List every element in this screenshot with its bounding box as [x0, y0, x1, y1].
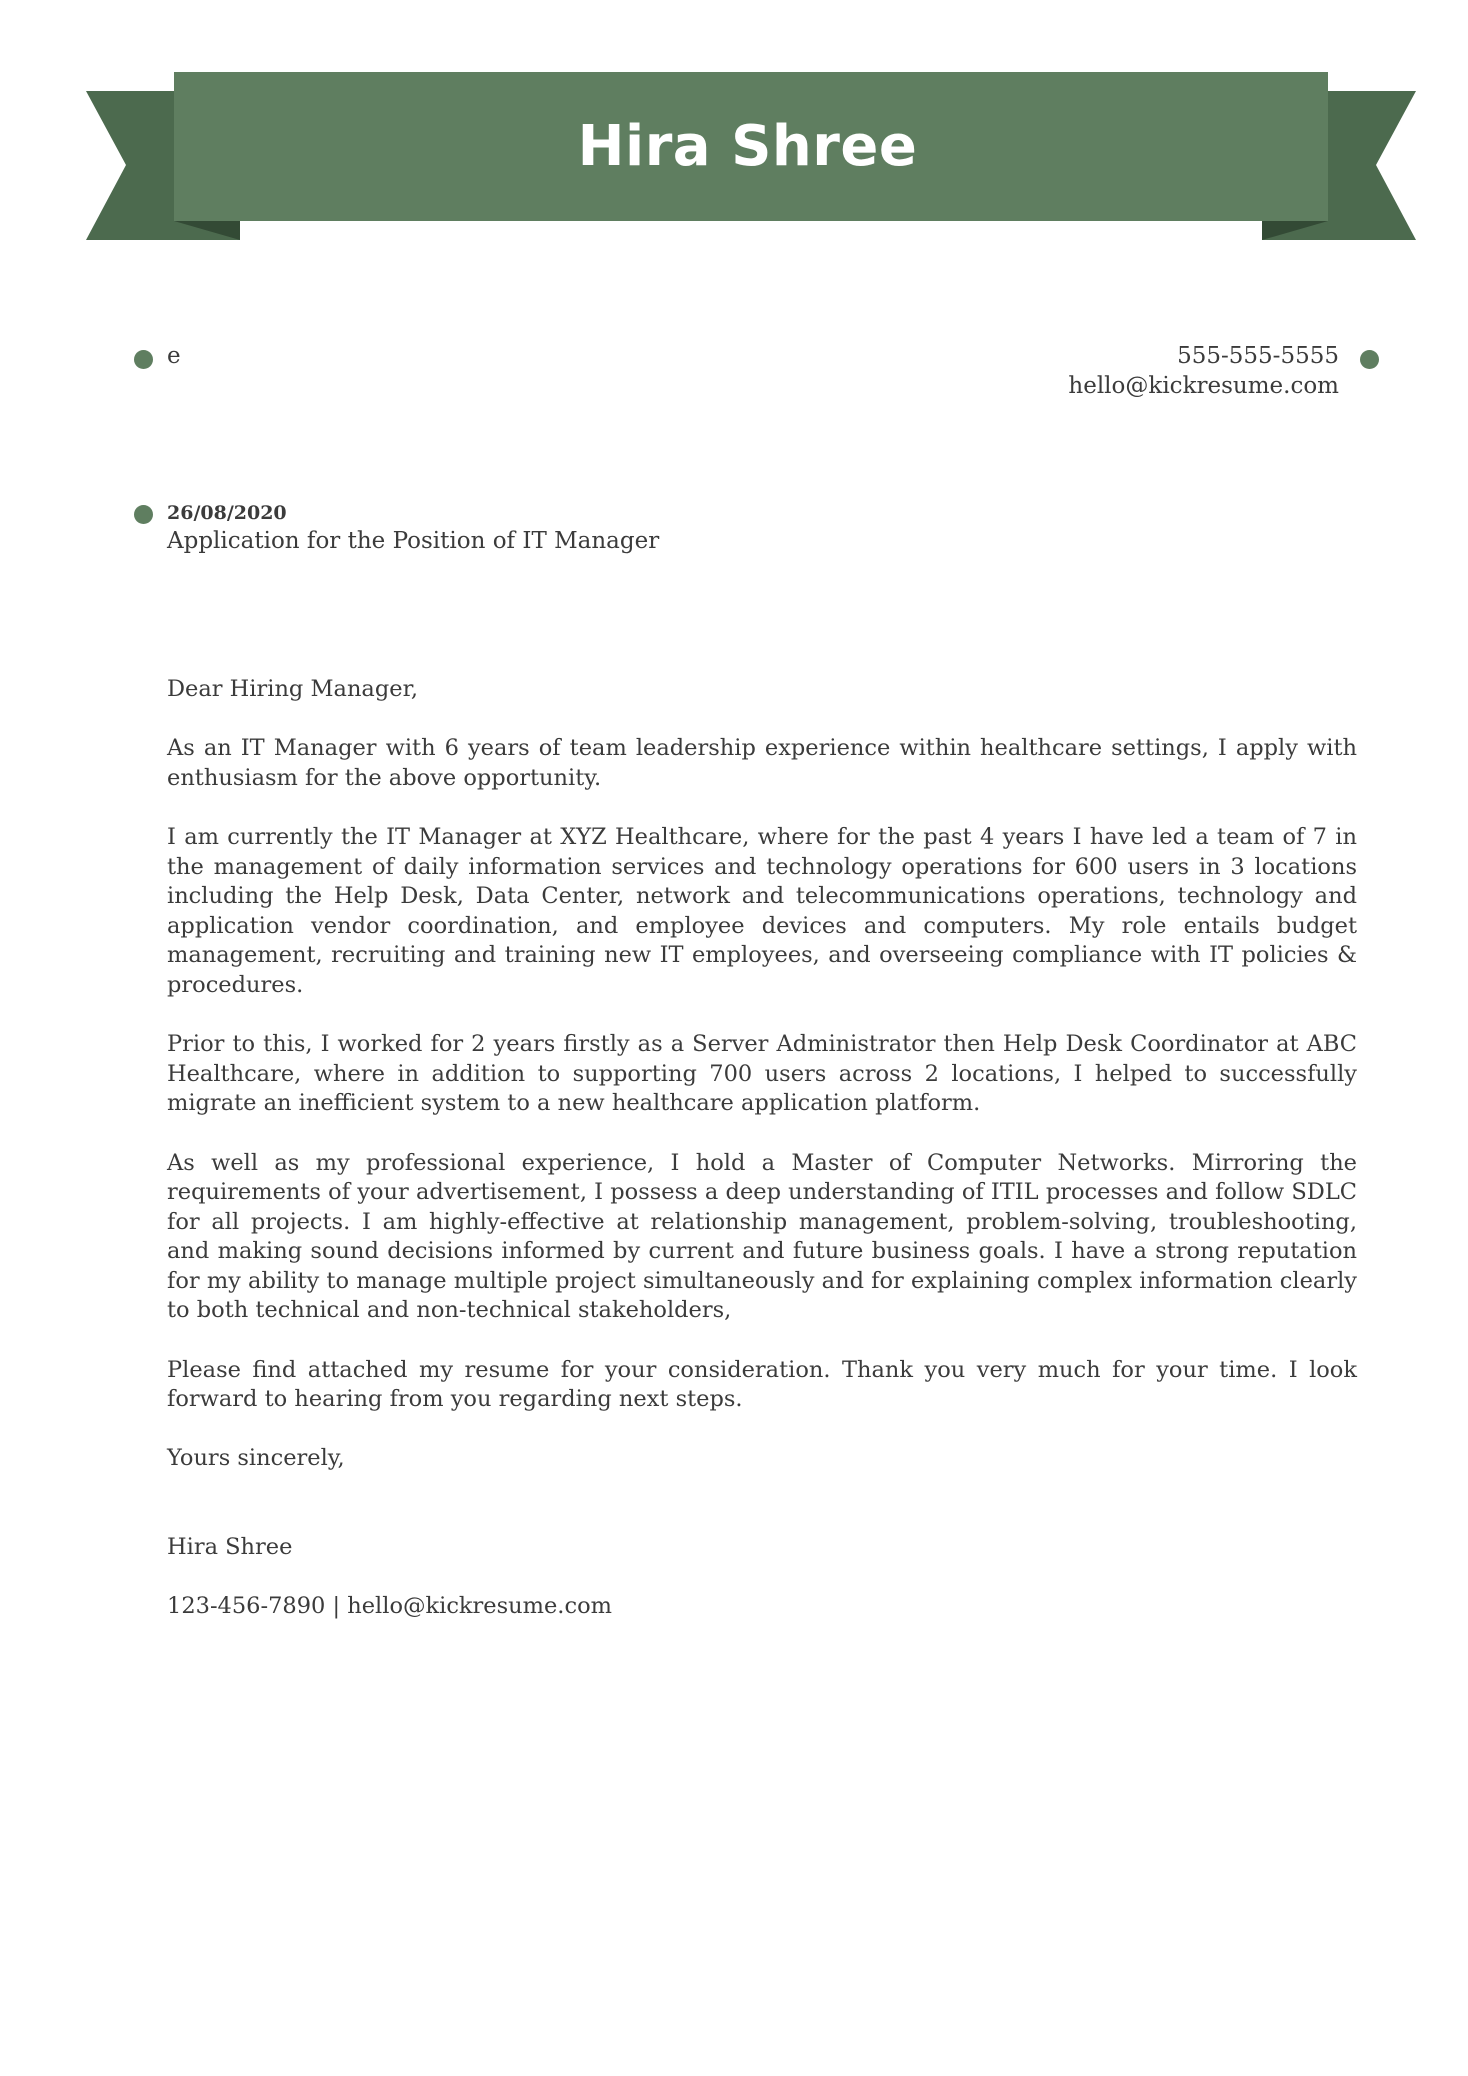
letter-closing: Yours sincerely, — [167, 1445, 345, 1472]
contact-right-bullet — [1360, 350, 1379, 369]
signature-contact: 123-456-7890 | hello@kickresume.com — [167, 1593, 612, 1620]
signature-name: Hira Shree — [167, 1534, 293, 1561]
letter-date: 26/08/2020 — [167, 502, 287, 524]
letter-subject: Application for the Position of IT Manager — [167, 528, 660, 554]
letter-greeting: Dear Hiring Manager, — [167, 676, 419, 702]
date-bullet — [134, 505, 153, 524]
letter-paragraph: Prior to this, I worked for 2 years firstly as a Server Administrator then Help Desk Coordinator at ABC Healthcare, where in addition to supporting 700 users across 2 locations, I helped to successfully migrate an inefficient system to a new healthcare application platform. — [167, 1031, 1357, 1117]
letter-paragraph: Please find attached my resume for your consideration. Thank you very much for your time. I look forward to hearing from you regarding next steps. — [167, 1356, 1357, 1413]
letter-paragraph: As an IT Manager with 6 years of team leadership experience within healthcare settings, I apply with enthusiasm for the above opportunity. — [167, 735, 1357, 791]
letter-body — [167, 675, 1357, 1651]
contact-right-block — [1068, 341, 1339, 401]
letter-paragraph: I am currently the IT Manager at XYZ Healthcare, where for the past 4 years I have led a team of 7 in the management of daily information services and technology operations for 600 users in 3 locations including the Help Desk, Data Center, network and telecommunications operations, technology and application vendor coordination, and employee devices and computers. My role entails budget management, recruiting and training new IT employees, and overseeing compliance with IT policies & procedures. — [167, 823, 1357, 998]
contact-email: hello@kickresume.com — [1068, 373, 1339, 399]
contact-left-text: e — [167, 343, 181, 369]
contact-left-bullet — [134, 350, 153, 369]
contact-phone: 555-555-5555 — [1177, 343, 1339, 369]
applicant-name-heading: Hira Shree — [577, 113, 918, 179]
letter-paragraph: As well as my professional experience, I hold a Master of Computer Networks. Mirroring the requirements of your advertisement, I possess a deep understanding of ITIL processes and follow SDLC for all projects. I am highly-effective at relationship management, problem-solving, troubleshooting, and making sound decisions informed by current and future business goals. I have a strong reputation for my ability to manage multiple project simultaneously and for explaining complex information clearly to both technical and non-technical stakeholders, — [167, 1149, 1357, 1324]
